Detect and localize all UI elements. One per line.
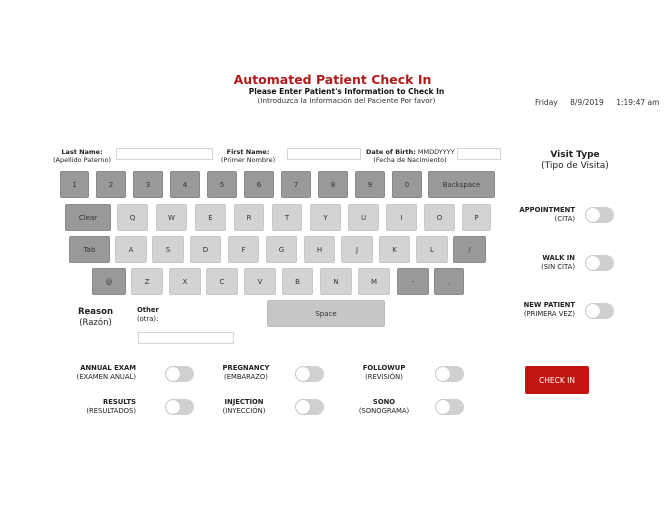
- last-name-input[interactable]: [116, 148, 213, 160]
- key-o[interactable]: O: [424, 204, 455, 231]
- key-0[interactable]: 0: [392, 171, 422, 198]
- first-name-input[interactable]: [287, 148, 361, 160]
- key-backspace[interactable]: Backspace: [428, 171, 495, 198]
- key-y[interactable]: Y: [310, 204, 341, 231]
- reason-label-es: (Razón): [79, 318, 112, 328]
- key-z[interactable]: Z: [131, 268, 163, 295]
- key-n[interactable]: N: [320, 268, 352, 295]
- reason-label: [78, 307, 113, 329]
- visit-new-patient-label: [505, 301, 575, 319]
- dob-input[interactable]: [457, 148, 501, 160]
- key-2[interactable]: 2: [96, 171, 126, 198]
- key-g[interactable]: G: [266, 236, 297, 263]
- first-name-label-text: First Name:: [226, 148, 270, 156]
- toggle-results[interactable]: [165, 399, 194, 415]
- check-in-button[interactable]: CHECK IN: [525, 366, 589, 394]
- option-label-es: (INYECCIÓN): [222, 407, 266, 415]
- key-m[interactable]: M: [358, 268, 390, 295]
- other-label-es: (otra):: [137, 315, 159, 323]
- reason-sono-label: [354, 398, 414, 416]
- key-l[interactable]: L: [416, 236, 448, 263]
- first-name-label-es: (Primer Nombre): [220, 156, 276, 164]
- option-label: FOLLOWUP: [362, 364, 406, 372]
- other-label-text: Other: [137, 306, 159, 314]
- toggle-followup[interactable]: [435, 366, 464, 382]
- visit-type-heading: [540, 150, 610, 172]
- key-d[interactable]: D: [190, 236, 221, 263]
- key-u[interactable]: U: [348, 204, 379, 231]
- key-clear[interactable]: Clear: [65, 204, 111, 231]
- toggle-knob: [166, 400, 180, 414]
- reason-followup-label: [354, 364, 414, 382]
- toggle-annual-exam[interactable]: [165, 366, 194, 382]
- option-label: NEW PATIENT: [523, 301, 575, 309]
- key-b[interactable]: B: [282, 268, 313, 295]
- option-label: ANNUAL EXAM: [80, 364, 136, 372]
- toggle-injection[interactable]: [295, 399, 324, 415]
- other-reason-input[interactable]: [138, 332, 234, 344]
- key-5[interactable]: 5: [207, 171, 237, 198]
- reason-results-label: [60, 398, 136, 416]
- option-label: APPOINTMENT: [519, 206, 575, 214]
- date-text: 8/9/2019: [570, 98, 604, 107]
- toggle-knob: [296, 367, 310, 381]
- toggle-knob: [436, 367, 450, 381]
- key-a[interactable]: A: [115, 236, 147, 263]
- toggle-knob: [586, 256, 600, 270]
- key-space[interactable]: Space: [267, 300, 385, 327]
- key-tab[interactable]: Tab: [69, 236, 110, 263]
- key-v[interactable]: V: [244, 268, 276, 295]
- reason-injection-label: [214, 398, 274, 416]
- key-e[interactable]: E: [195, 204, 226, 231]
- key-6[interactable]: 6: [244, 171, 274, 198]
- key-period[interactable]: .: [434, 268, 464, 295]
- key-1[interactable]: 1: [60, 171, 89, 198]
- key-p[interactable]: P: [462, 204, 491, 231]
- dob-label: [366, 148, 454, 164]
- key-c[interactable]: C: [206, 268, 238, 295]
- key-q[interactable]: Q: [117, 204, 148, 231]
- page-title: Automated Patient Check In: [233, 72, 432, 87]
- day-text: Friday: [535, 98, 558, 107]
- key-s[interactable]: S: [152, 236, 184, 263]
- toggle-pregnancy[interactable]: [295, 366, 324, 382]
- dob-label-es: (Fecha de Nacimiento): [373, 156, 447, 164]
- option-label-es: (PRIMERA VEZ): [523, 310, 575, 318]
- key-r[interactable]: R: [234, 204, 264, 231]
- key-3[interactable]: 3: [133, 171, 163, 198]
- key-h[interactable]: H: [304, 236, 335, 263]
- key-4[interactable]: 4: [170, 171, 200, 198]
- toggle-knob: [586, 304, 600, 318]
- key-8[interactable]: 8: [318, 171, 348, 198]
- option-label-es: (SONOGRAMA): [358, 407, 410, 415]
- toggle-walk-in[interactable]: [585, 255, 614, 271]
- option-label: PREGNANCY: [222, 364, 270, 372]
- reason-pregnancy-label: [216, 364, 276, 382]
- option-label: RESULTS: [102, 398, 136, 406]
- toggle-appointment[interactable]: [585, 207, 614, 223]
- toggle-knob: [296, 400, 310, 414]
- datetime-display: [535, 98, 665, 107]
- key-t[interactable]: T: [272, 204, 302, 231]
- key-j[interactable]: J: [341, 236, 373, 263]
- key-k[interactable]: K: [379, 236, 410, 263]
- visit-type-title-es: (Tipo de Visita): [541, 161, 609, 171]
- key-i[interactable]: I: [386, 204, 417, 231]
- option-label: SONO: [372, 398, 396, 406]
- key-7[interactable]: 7: [281, 171, 311, 198]
- visit-type-title: Visit Type: [550, 150, 600, 160]
- last-name-label: [52, 148, 112, 164]
- key-slash[interactable]: /: [453, 236, 486, 263]
- option-label-es: (RESULTADOS): [86, 407, 136, 415]
- option-label-es: (EXAMEN ANUAL): [76, 373, 136, 381]
- key-w[interactable]: W: [156, 204, 187, 231]
- last-name-label-es: (Apellido Paterno): [52, 156, 112, 164]
- toggle-sono[interactable]: [435, 399, 464, 415]
- toggle-knob: [436, 400, 450, 414]
- time-text: 1:19:47 am: [616, 98, 660, 107]
- visit-appointment-label: [505, 206, 575, 224]
- reason-annual-exam-label: [60, 364, 136, 382]
- key-9[interactable]: 9: [355, 171, 385, 198]
- dob-format: MMDDYYYY: [417, 148, 455, 156]
- visit-walk-in-label: [505, 254, 575, 272]
- toggle-knob: [586, 208, 600, 222]
- last-name-label-text: Last Name:: [61, 148, 103, 156]
- option-label-es: (EMBARAZO): [224, 373, 268, 381]
- option-label-es: (CITA): [554, 215, 575, 223]
- dob-label-text: Date of Birth:: [366, 148, 416, 156]
- reason-label-text: Reason: [78, 307, 113, 317]
- other-label: [137, 306, 159, 324]
- page-subtitle-es: (Introduzca la Información del Paciente Por favor): [257, 96, 436, 105]
- key-hyphen[interactable]: -: [397, 268, 429, 295]
- option-label-es: (SIN CITA): [541, 263, 575, 271]
- option-label: WALK IN: [542, 254, 575, 262]
- page-subtitle: Please Enter Patient's Information to Check In: [248, 87, 445, 96]
- toggle-knob: [166, 367, 180, 381]
- option-label-es: (REVISIÓN): [365, 373, 403, 381]
- toggle-new-patient[interactable]: [585, 303, 614, 319]
- key-at[interactable]: @: [92, 268, 126, 295]
- option-label: INJECTION: [224, 398, 264, 406]
- key-x[interactable]: X: [169, 268, 201, 295]
- first-name-label: [218, 148, 278, 164]
- key-f[interactable]: F: [228, 236, 259, 263]
